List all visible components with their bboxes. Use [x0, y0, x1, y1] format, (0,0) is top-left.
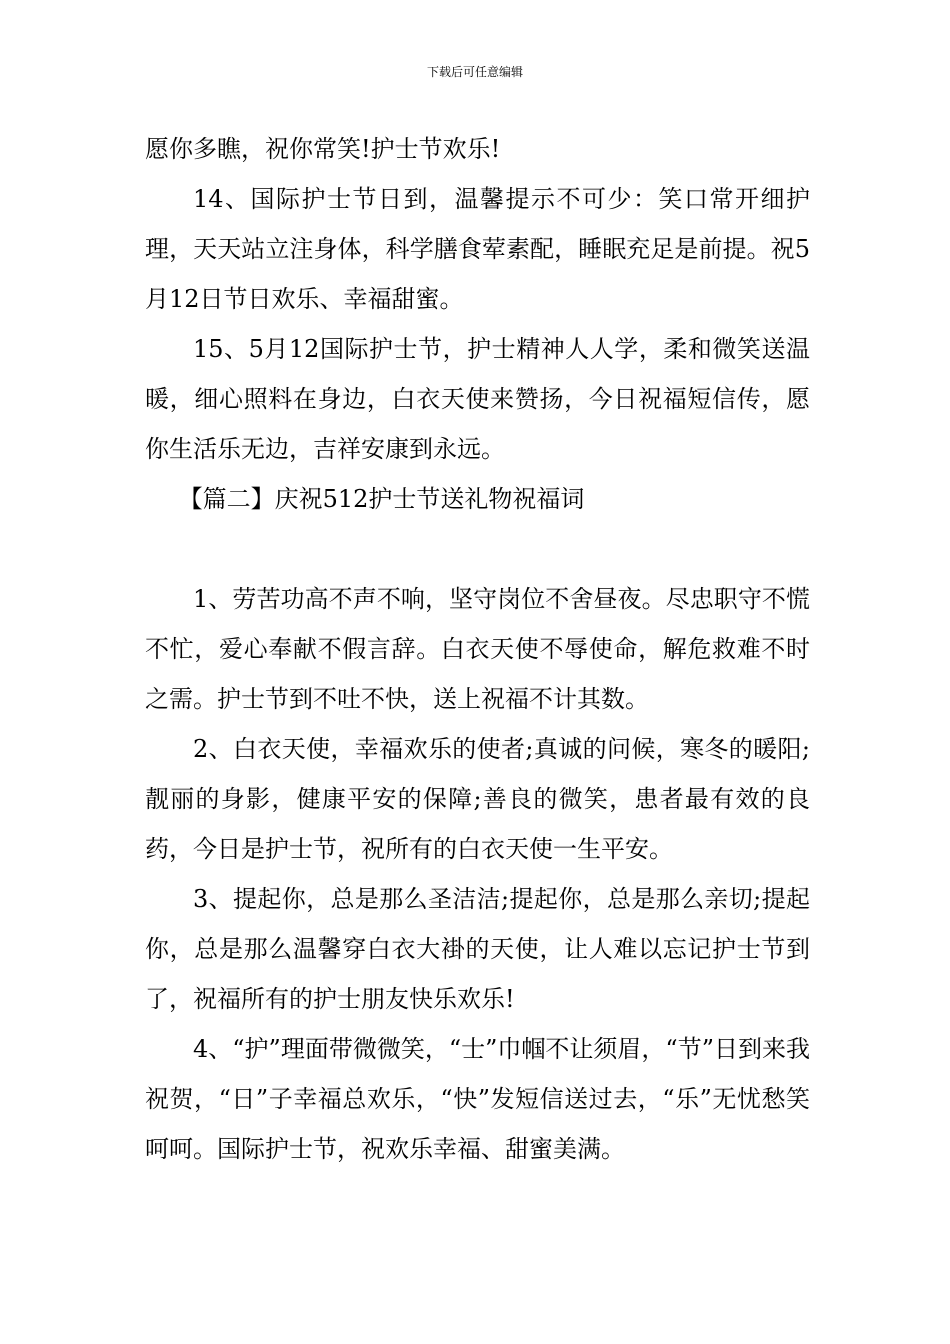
page-header: 下载后可任意编辑 — [426, 65, 523, 79]
section-title: 【篇二】庆祝512护士节送礼物祝福词 — [178, 485, 585, 513]
paragraph-continuation: 愿你多瞧，祝你常笑!护士节欢乐! — [145, 135, 501, 163]
paragraph-s4: 4、“护”理面带微微笑，“士”巾帼不让须眉，“节”日到来我祝贺，“日”子幸福总欢乐，“快”发短信送过去，“乐”无忧愁笑呵呵。国际护士节，祝欢乐幸福、甜蜜美满。 — [145, 1035, 810, 1163]
paragraph-s1: 1、劳苦功高不声不响，坚守岗位不舍昼夜。尽忠职守不慌不忙，爱心奉献不假言辞。白衣天使不辱使命，解危救难不时之需。护士节到不吐不快，送上祝福不计其数。 — [145, 585, 810, 713]
paragraph-s3: 3、提起你，总是那么圣洁洁;提起你，总是那么亲切;提起你，总是那么温馨穿白衣大褂的天使，让人难以忘记护士节到了，祝福所有的护士朋友快乐欢乐! — [145, 885, 810, 1013]
document-body — [145, 124, 810, 1174]
paragraph-15: 15、5月12国际护士节，护士精神人人学，柔和微笑送温暖，细心照料在身边，白衣天使来赞扬，今日祝福短信传，愿你生活乐无边，吉祥安康到永远。 — [145, 335, 810, 463]
blank-line — [145, 524, 810, 574]
paragraph-s2: 2、白衣天使，幸福欢乐的使者;真诚的问候，寒冬的暖阳;靓丽的身影，健康平安的保障;善良的微笑，患者最有效的良药，今日是护士节，祝所有的白衣天使一生平安。 — [145, 735, 810, 863]
paragraph-14: 14、国际护士节日到，温馨提示不可少：笑口常开细护理，天天站立注身体，科学膳食荤素配，睡眠充足是前提。祝5月12日节日欢乐、幸福甜蜜。 — [145, 185, 810, 313]
